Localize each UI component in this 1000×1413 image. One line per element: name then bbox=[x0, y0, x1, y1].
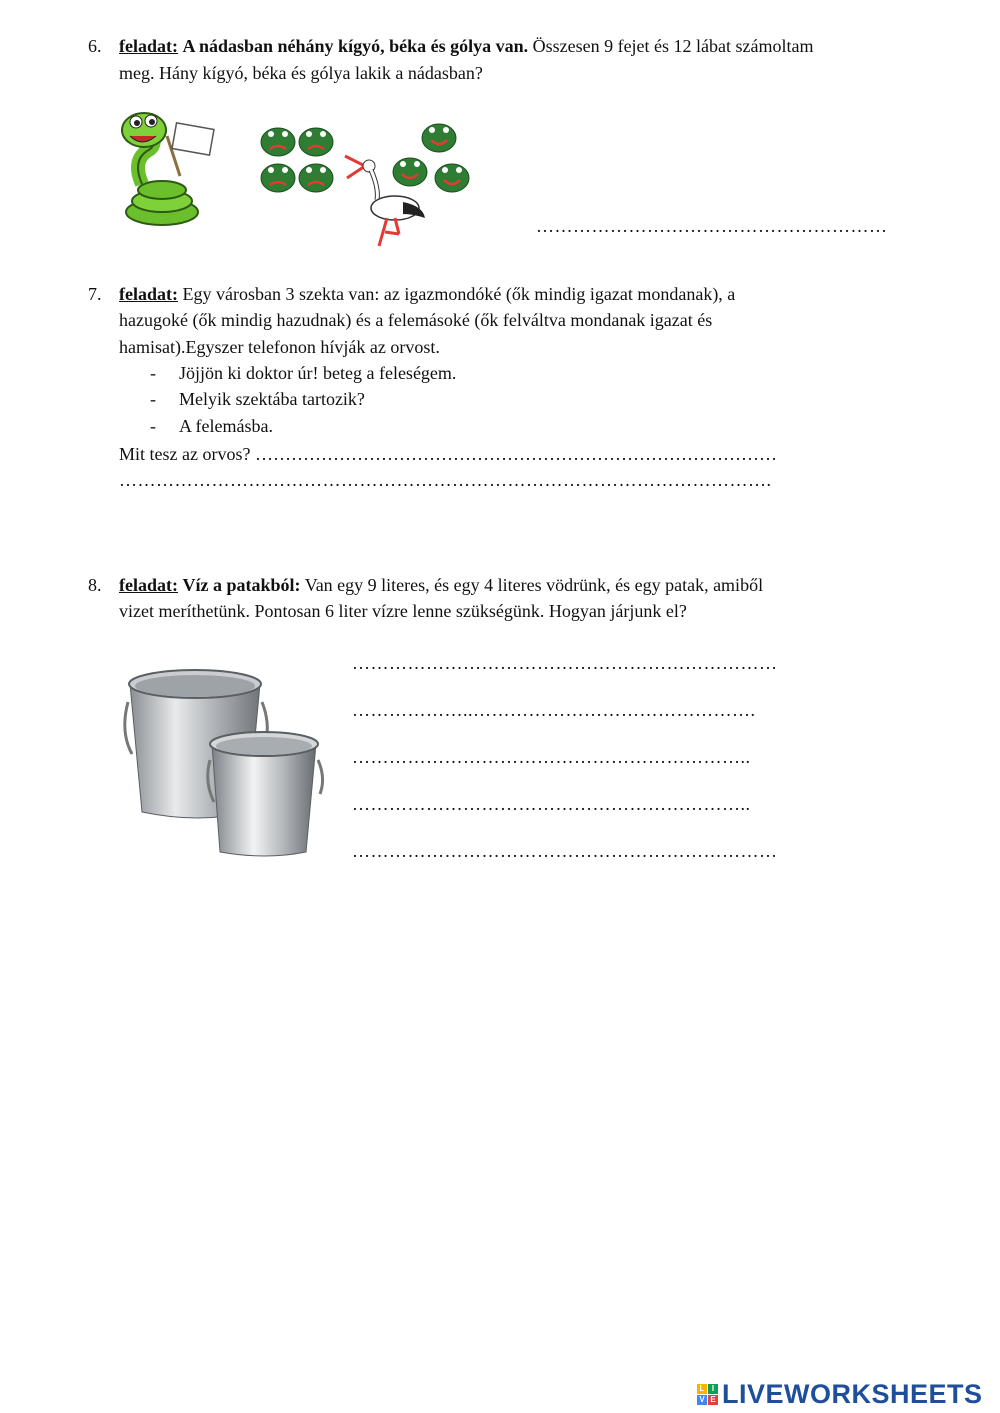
task7-line2: hazugoké (ők mindig hazudnak) és a felemásoké (ők felváltva mondanak igazat és bbox=[119, 310, 713, 330]
dialogue-dash: - bbox=[150, 363, 156, 383]
task6-number: 6. bbox=[88, 36, 102, 56]
task6-text: Összesen 9 fejet és 12 lábat számoltam bbox=[532, 36, 814, 56]
task7-question bbox=[119, 441, 777, 467]
dialogue-line: A felemásba. bbox=[179, 416, 273, 436]
task8-text: Van egy 9 literes, és egy 4 literes vödrünk, és egy patak, amiből bbox=[304, 575, 764, 595]
task8-answer-line[interactable]: ……………………………………………………….. bbox=[352, 794, 751, 814]
dialogue-dash: - bbox=[150, 416, 156, 436]
frogs-group-right bbox=[392, 120, 474, 198]
buckets-illustration bbox=[120, 662, 338, 858]
task8-line1 bbox=[119, 572, 763, 598]
logo-cube: I bbox=[708, 1384, 718, 1394]
task7-question-text: Mit tesz az orvos? bbox=[119, 444, 251, 464]
task7-answer-line2[interactable]: ……………………………………………………………………………………………. bbox=[119, 470, 772, 490]
snake-illustration bbox=[112, 106, 217, 230]
task8-label: feladat: bbox=[119, 575, 178, 595]
logo-cube: E bbox=[708, 1395, 718, 1405]
task8-answer-line[interactable]: …………………………………………………………… bbox=[352, 653, 778, 673]
task8-answer-line[interactable]: …………………………………………………………… bbox=[352, 841, 778, 861]
dialogue-line: Melyik szektába tartozik? bbox=[179, 389, 365, 409]
task8-number: 8. bbox=[88, 575, 102, 595]
task8-answer-line[interactable]: ………………..………………………………………. bbox=[352, 700, 756, 720]
task7-line1 bbox=[119, 281, 735, 307]
task8-bold-text: Víz a patakból: bbox=[182, 575, 301, 595]
logo-cube: L bbox=[697, 1384, 707, 1394]
liveworksheets-logo[interactable] bbox=[697, 1380, 983, 1408]
task7-line3: hamisat).Egyszer telefonon hívják az orvost. bbox=[119, 337, 440, 357]
task8-line2: vizet meríthetünk. Pontosan 6 liter vízre lenne szükségünk. Hogyan járjunk el? bbox=[119, 601, 687, 621]
task7-answer-line1[interactable]: …………………………………………………………………………… bbox=[254, 444, 777, 464]
dialogue-line: Jöjjön ki doktor úr! beteg a feleségem. bbox=[179, 363, 457, 383]
task8-answer-line[interactable]: ……………………………………………………….. bbox=[352, 747, 751, 767]
logo-text: LIVEWORKSHEETS bbox=[722, 1378, 983, 1409]
task6-label: feladat: bbox=[119, 36, 178, 56]
logo-cubes-icon bbox=[697, 1384, 718, 1405]
task7-text: Egy városban 3 szekta van: az igazmondóké (ők mindig igazat mondanak), a bbox=[182, 284, 736, 304]
task6-answer-line[interactable]: ………………………………………………… bbox=[536, 216, 888, 236]
logo-cube: V bbox=[697, 1395, 707, 1405]
task6-line1 bbox=[119, 33, 814, 59]
frogs-group-left bbox=[258, 122, 338, 200]
task6-line2: meg. Hány kígyó, béka és gólya lakik a nádasban? bbox=[119, 63, 483, 83]
task6-bold-text: A nádasban néhány kígyó, béka és gólya van. bbox=[182, 36, 529, 56]
task7-number: 7. bbox=[88, 284, 102, 304]
dialogue-dash: - bbox=[150, 389, 156, 409]
task7-label: feladat: bbox=[119, 284, 178, 304]
